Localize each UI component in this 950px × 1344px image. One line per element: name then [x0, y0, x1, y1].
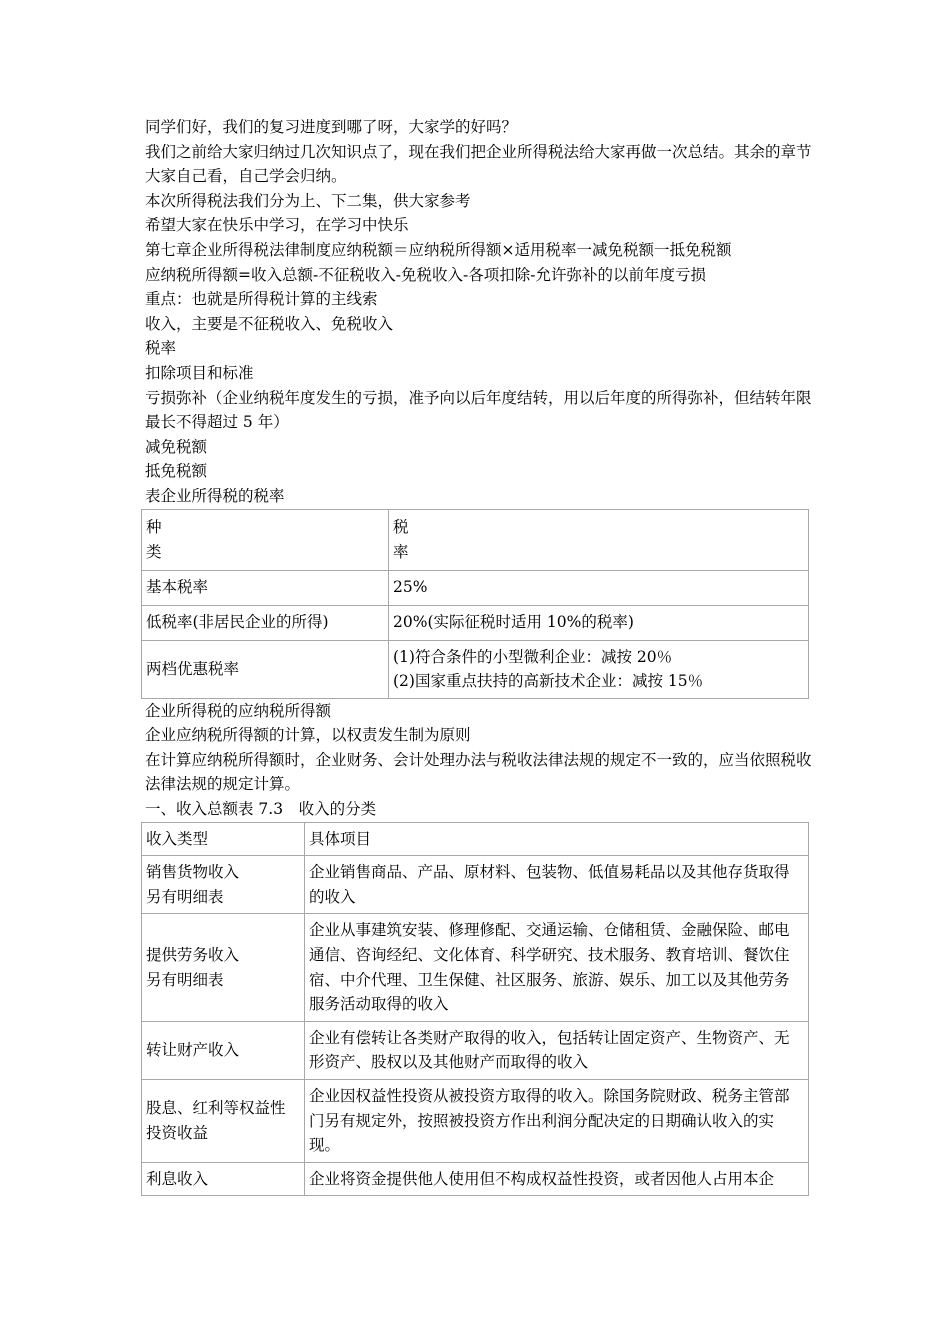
paragraph: 抵免税额 [145, 462, 208, 481]
table-cell: 企业销售商品、产品、原材料、包装物、低值易耗品以及其他存货取得的收入 [305, 856, 809, 914]
income-intro-section [145, 699, 813, 822]
paragraph: 本次所得税法我们分为上、下二集，供大家参考 [145, 191, 471, 210]
paragraph: 同学们好，我们的复习进度到哪了呀，大家学的好吗？ [145, 118, 518, 136]
table-cell: 销售货物收入 另有明细表 [142, 856, 305, 914]
paragraph: 减免税额 [145, 437, 208, 456]
table-cell: 企业将资金提供他人使用但不构成权益性投资，或者因他人占用本企 [305, 1162, 809, 1196]
table-row [142, 1021, 809, 1079]
table-header-cell: 收入类型 [142, 822, 305, 856]
table-header-cell: 种 类 [142, 509, 389, 570]
table-cell: 低税率(非居民企业的所得) [142, 605, 389, 640]
paragraph: 扣除项目和标准 [145, 363, 254, 382]
table-header-row [142, 509, 809, 570]
table-row [142, 640, 809, 698]
income-classification-table [141, 822, 809, 1197]
table-header-row [142, 822, 809, 856]
table-cell: 转让财产收入 [142, 1021, 305, 1079]
paragraph: 希望大家在快乐中学习，在学习中快乐 [145, 216, 409, 235]
table-cell: 股息、红利等权益性投资收益 [142, 1080, 305, 1163]
table-caption: 一、收入总额表 7.3 收入的分类 [145, 800, 377, 819]
paragraph: 第七章企业所得税法律制度应纳税额＝应纳税所得额×适用税率一减免税额一抵免税额 [145, 240, 732, 259]
tax-rate-table [141, 509, 809, 699]
paragraph: 企业应纳税所得额的计算，以权责发生制为原则 [145, 726, 471, 745]
table-row [142, 605, 809, 640]
table-cell: 提供劳务收入 另有明细表 [142, 914, 305, 1021]
table-row [142, 570, 809, 605]
table-row [142, 914, 809, 1021]
table-row [142, 1162, 809, 1196]
table-header-cell: 税 率 [389, 509, 809, 570]
paragraph: 应纳税所得额=收入总额-不征税收入-免税收入-各项扣除-允许弥补的以前年度亏损 [145, 265, 706, 284]
paragraph: 收入，主要是不征税收入、免税收入 [145, 314, 394, 333]
table-row [142, 856, 809, 914]
table-cell: 利息收入 [142, 1162, 305, 1196]
table-cell: 20%(实际征税时适用 10%的税率) [389, 605, 809, 640]
paragraph: 在计算应纳税所得额时，企业财务、会计处理办法与税收法律法规的规定不一致的，应当依照税收法律法规的规定计算。 [145, 750, 812, 794]
table-cell: 企业从事建筑安装、修理修配、交通运输、仓储租赁、金融保险、邮电通信、咨询经纪、文化体育、科学研究、技术服务、教育培训、餐饮住宿、中介代理、卫生保健、社区服务、旅游、娱乐、加工以及其他劳务服务活动取得的收入 [305, 914, 809, 1021]
table-cell: 基本税率 [142, 570, 389, 605]
paragraph: 税率 [145, 339, 177, 358]
document-page [145, 115, 813, 1196]
table-cell: 企业有偿转让各类财产取得的收入，包括转让固定资产、生物资产、无形资产、股权以及其他财产而取得的收入 [305, 1021, 809, 1079]
intro-section [145, 115, 813, 509]
paragraph: 亏损弥补（企业纳税年度发生的亏损，准予向以后年度结转，用以后年度的所得弥补，但结转年限最长不得超过 5 年） [145, 388, 812, 432]
table-header-cell: 具体项目 [305, 822, 809, 856]
table-cell: 两档优惠税率 [142, 640, 389, 698]
table-cell: (1)符合条件的小型微利企业：减按 20％ (2)国家重点扶持的高新技术企业：减按 15％ [389, 640, 809, 698]
table-row [142, 1080, 809, 1163]
paragraph: 我们之前给大家归纳过几次知识点了，现在我们把企业所得税法给大家再做一次总结。其余的章节大家自己看，自己学会归纳。 [145, 142, 812, 186]
table-cell: 企业因权益性投资从被投资方取得的收入。除国务院财政、税务主管部门另有规定外，按照被投资方作出利润分配决定的日期确认收入的实现。 [305, 1080, 809, 1163]
table-cell: 25% [389, 570, 809, 605]
paragraph: 企业所得税的应纳税所得额 [145, 701, 332, 720]
table-caption: 表企业所得税的税率 [145, 486, 285, 505]
paragraph: 重点：也就是所得税计算的主线索 [145, 290, 378, 309]
